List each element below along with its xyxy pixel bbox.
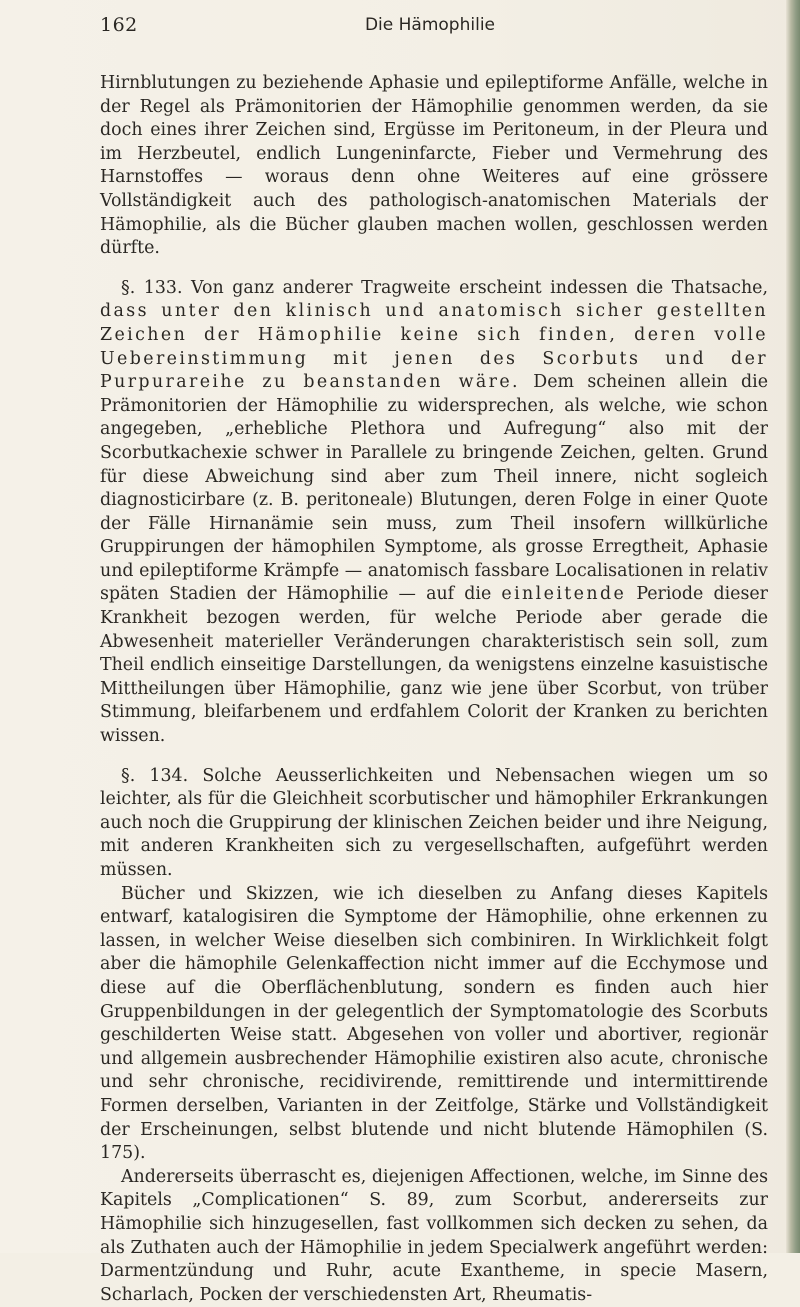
section-133-text: Dem scheinen allein die Prämonitorien der Hämophilie zu widersprechen, als welche, wie schon angegeben, „erhebliche Plethora und Aufregung“ also mit der Scorbutkachexie schwer in Parallele zu bringende Zeichen, gelten. Grund für diese Abweichung sind aber zum Theil innere, nicht sogleich diagnosticirbare (z. B. peritoneale) Blutungen, deren Folge in einer Quote der Fälle Hirnanämie sein muss, zum Theil insofern willkürliche Gruppirungen der hämophilen Symptome, als grosse Erregtheit, Aphasie und epileptiforme Krämpfe — anatomisch fassbare Localisationen in relativ späten Stadien der Hämophilie — auf die (100, 372, 768, 605)
section-133-closing: Periode dieser Krankheit bezogen werden, für welche Periode aber gerade die Abwesenheit materieller Veränderungen charakteristisch sein soll, zum Theil endlich einseitige Darstellungen, da wenigstens einzelne kasuistische Mittheilungen über Hämophilie, ganz wie jene über Scorbut, von trüber Stimmung, bleifarbenem und erdfahlem Colorit der Kranken zu berichten wissen. (100, 584, 769, 747)
section-133-opening: §. 133. Von ganz anderer Tragweite erscheint indessen die Thatsache, (121, 277, 768, 298)
paragraph-section-133 (100, 277, 768, 749)
paragraph-complications: Andererseits überrascht es, diejenigen Affectionen, welche, im Sinne des Kapitels „Complicationen“ S. 89, zum Scorbut, andererseits zur Hämophilie sich hinzugesellen, fast vollkommen sich decken zu sehen, da als Zuthaten auch der Hämophilie in jedem Specialwerk angeführt werden: Darmentzündung und Ruhr, acute Exantheme, in specie Masern, Scharlach, Pocken der verschiedensten Art, Rheumatis- (100, 1166, 768, 1305)
page-edge-shadow (786, 0, 800, 1253)
emphasized-thesis: dass unter den klinisch und anatomisch sicher gestellten Zeichen der Hämophilie keine sich finden, deren volle Uebereinstimmung mit jenen des Scorbuts und der Purpurareihe zu beanstanden wäre. (100, 301, 768, 393)
paragraph-symptom-grouping: Bücher und Skizzen, wie ich dieselben zu Anfang dieses Kapitels entwarf, katalogisiren die Symptome der Hämophilie, ohne erkennen zu lassen, in welcher Weise dieselben sich combiniren. In Wirklichkeit folgt aber die hämophile Gelenkaffection nicht immer auf die Ecchymose und diese auf die Oberflächenblutung, sondern es finden auch hier Gruppenbildungen in der gelegentlich der Symptomatologie des Scorbuts geschilderten Weise statt. Abgesehen von voller und abortiver, regionär und allgemein ausbrechender Hämophilie existiren also acute, chronische und sehr chronische, recidivirende, remittirende und intermittirende Formen derselben, Varianten in der Zeitfolge, Stärke und Vollständigkeit der Erscheinungen, selbst blutende und nicht blutende Hämophilen (S. 175). (100, 883, 768, 1164)
running-head: Die Hämophilie (364, 15, 496, 35)
page-number: 162 (100, 14, 138, 36)
page-header (100, 14, 760, 44)
emphasized-word: einleitende (501, 584, 627, 605)
paragraph-section-134: §. 134. Solche Aeusserlichkeiten und Nebensachen wiegen um so leichter, als für die Gleichheit scorbutischer und hämophiler Erkrankungen auch noch die Gruppirung der klinischen Zeichen beider und ihre Neigung, mit anderen Krankheiten sich zu vergesellschaften, aufgeführt werden müssen. (100, 765, 768, 880)
body-text (100, 72, 768, 1307)
paragraph-continuation: Hirnblutungen zu beziehende Aphasie und epileptiforme Anfälle, welche in der Regel als Prämonitorien der Hämophilie genommen werden, da sie doch eines ihrer Zeichen sind, Ergüsse im Peritoneum, in der Pleura und im Herzbeutel, endlich Lungeninfarcte, Fieber und Vermehrung des Harnstoffes — woraus denn ohne Weiteres auf eine grössere Vollständigkeit auch des pathologisch-anatomischen Materials der Hämophilie, als die Bücher glauben machen wollen, geschlossen werden dürfte. (100, 73, 768, 259)
